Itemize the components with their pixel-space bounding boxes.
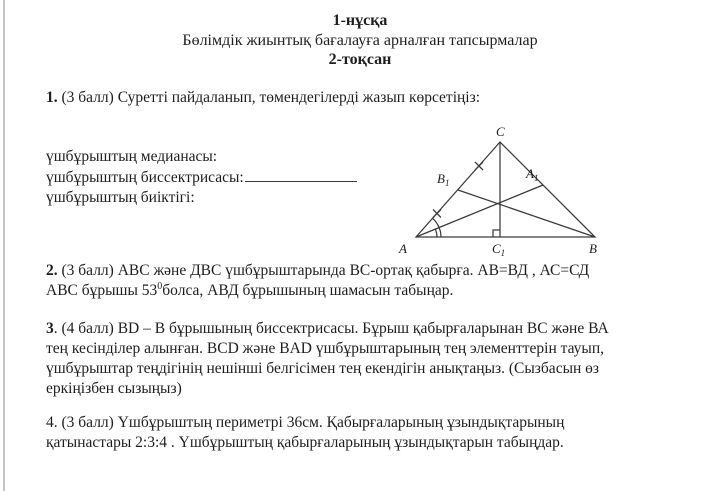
task-3-line3: үшбұрыштар теңдігінің нешінші белгісімен тең екендігін анықтаңыз. (Сызбасын өз <box>46 360 600 377</box>
answer-blank-line <box>245 168 357 182</box>
task-1-fill-list <box>46 147 357 209</box>
angle-arc-marks <box>433 218 441 237</box>
vertex-label-C1: $C_1$ <box>492 241 506 258</box>
task-1-text: (3 балл) Суретті пайдаланып, төмендегілерді жазып көрсетіңіз: <box>57 89 481 106</box>
term-title: 2-тоқсан <box>328 51 392 68</box>
fill-item-bisector-label: үшбұрыштың биссектрисасы: <box>46 168 244 186</box>
degree-superscript: 0 <box>157 280 163 292</box>
task-2-line2-post: болса, АВД бұрышының шамасын табыңар. <box>162 282 454 299</box>
scan-edge-line <box>3 0 5 491</box>
task-3-number: 3 <box>46 320 54 337</box>
task-3-line4: еркіңізбен сызыңыз) <box>46 380 182 397</box>
vertex-label-B: B <box>589 241 597 256</box>
fill-item-height: үшбұрыштың биіктігі: <box>46 189 195 206</box>
fill-item-bisector <box>46 168 357 189</box>
task-3-line1: . (4 балл) BD – В бұрышының биссектрисасы. Бұрыш қабырғаларынан ВС және ВА <box>53 320 609 337</box>
task-2-line2-pre: АВС бұрышы 53 <box>46 282 158 299</box>
task-3 <box>46 319 686 399</box>
task-1 <box>46 88 686 108</box>
triangle-svg <box>393 112 608 258</box>
task-2 <box>46 261 686 301</box>
task-2-number: 2. <box>46 262 58 279</box>
task-3-line2: тең кесінділер алынған. BCD және BAD үшбұрыштарының тең элементтерін тауып, <box>46 340 605 357</box>
variant-title: 1-нұсқа <box>332 12 388 29</box>
triangle-figure <box>393 112 608 258</box>
document-subtitle: Бөлімдік жиынтық бағалауға арналған тапсырмалар <box>182 31 538 49</box>
task-4 <box>46 413 686 453</box>
fill-item-median: үшбұрыштың медианасы: <box>46 148 218 165</box>
vertex-label-A: A <box>399 241 407 256</box>
vertex-label-B1: $B_1$ <box>437 171 450 188</box>
document-header <box>0 11 720 70</box>
task-2-line1: (3 балл) АВС және ДВС үшбұрыштарында ВС-ортақ қабырға. АВ=ВД , АС=СД <box>57 262 590 279</box>
task-4-line2: қатынастары 2:3:4 . Үшбұрыштың қабырғаларының ұзындықтарын табыңдар. <box>46 434 564 451</box>
vertex-label-A1: $A_1$ <box>526 166 539 183</box>
task-2-line2 <box>46 281 686 301</box>
equal-tick-2 <box>475 162 483 170</box>
right-angle-mark <box>493 230 500 237</box>
triangle-outline <box>416 142 595 237</box>
task-1-number: 1. <box>46 89 58 106</box>
equal-tick-1 <box>433 210 441 218</box>
median-line <box>458 190 595 237</box>
task-4-line1: 4. (3 балл) Үшбұрыштың периметрі 36см. Қабырғаларының ұзындықтарының <box>46 414 565 431</box>
vertex-label-C: C <box>496 124 505 139</box>
